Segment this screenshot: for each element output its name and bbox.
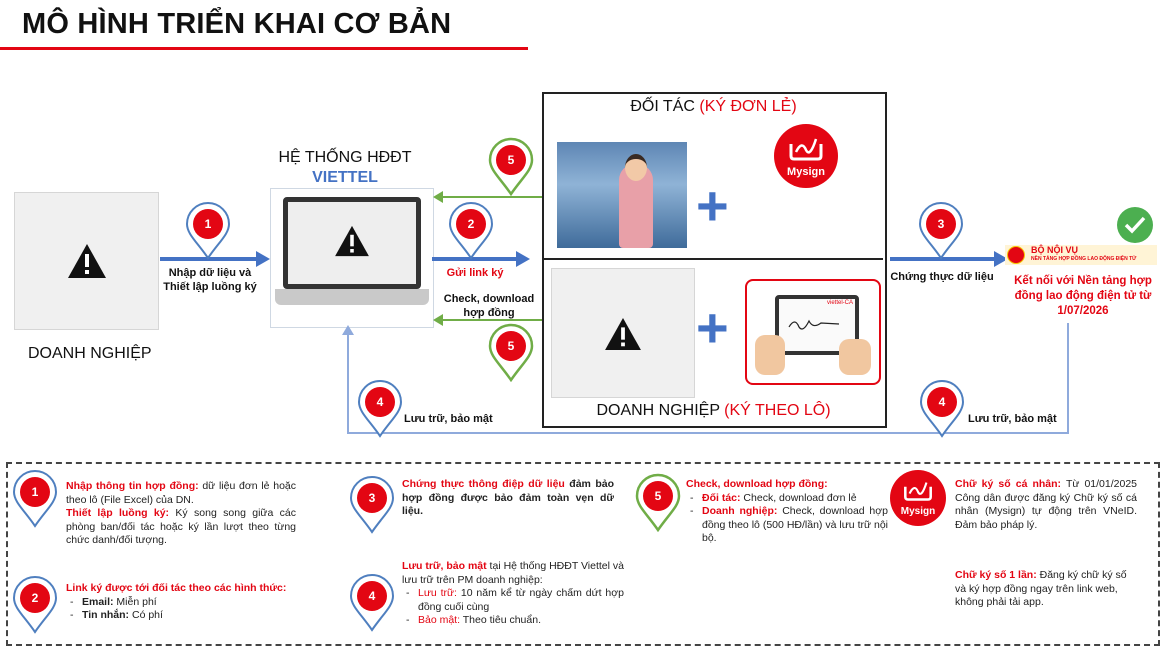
partner-title: ĐỐI TÁC (KÝ ĐƠN LẺ) xyxy=(630,98,797,115)
step4-label-left: Lưu trữ, bảo mật xyxy=(404,413,493,425)
business-label: DOANH NGHIỆP xyxy=(28,345,152,362)
storage-line-left xyxy=(347,334,349,434)
hand-right xyxy=(839,339,871,375)
warning-icon xyxy=(604,317,642,351)
step-pin-1: 1 xyxy=(183,200,233,260)
signature-scribble-icon xyxy=(787,315,843,333)
warning-icon xyxy=(67,243,107,279)
step5-label: Check, download hợp đồng xyxy=(443,293,535,319)
page-title: MÔ HÌNH TRIỂN KHAI CƠ BẢN xyxy=(22,8,452,40)
note-pin-2: 2 xyxy=(10,574,60,634)
laptop-image xyxy=(270,188,434,328)
arrow-5-top xyxy=(442,196,542,198)
plus-icon: + xyxy=(696,174,729,237)
step-pin-5-bottom: 5 xyxy=(486,322,536,382)
tablet-sign-image xyxy=(745,279,881,385)
note-pin-1: 1 xyxy=(10,468,60,528)
note-pin-5: 5 xyxy=(633,472,683,532)
note-pin-4: 4 xyxy=(347,572,397,632)
step1-label: Nhập dữ liệu và Thiết lập luồng ký xyxy=(163,267,257,293)
worker-photo xyxy=(557,142,687,248)
step-pin-3: 3 xyxy=(916,200,966,260)
note-4: Lưu trữ, bảo mật tại Hệ thống HĐĐT Viettel và lưu trữ trên PM doanh nghiệp: - Lưu trữ: 10 năm kể từ ngày chấm dứt hợp đồng cuối cùng - Bảo mật: Theo tiêu chuẩn. xyxy=(402,560,624,628)
worker-head xyxy=(625,154,647,181)
note-1: Nhập thông tin hợp đồng: dữ liệu đơn lẻ hoặc theo lô (File Excel) của DN. Thiết lập luồng ký: Ký song song giữa các phòng ban/đối tác hoặc ký lần lượt theo từng chức danh/đối tượng. xyxy=(66,480,296,546)
step-pin-5-top: 5 xyxy=(486,136,536,196)
title-underline xyxy=(0,47,528,50)
ministry-logo: BỘ NỘI VỤ NỀN TẢNG HỢP ĐỒNG LAO ĐỘNG ĐIỆN TỬ xyxy=(1005,245,1157,265)
signature-icon xyxy=(902,480,934,502)
hand-left xyxy=(755,335,785,375)
bulk-image xyxy=(551,268,695,398)
note-mysign-logo: Mysign xyxy=(890,470,946,526)
step4-label-right: Lưu trữ, bảo mật xyxy=(968,413,1057,425)
note-7: Chữ ký số 1 lần: Đăng ký chữ ký số và ký hợp đồng ngay trên link web, không phải tải app. xyxy=(955,569,1127,608)
system-label: HỆ THỐNG HĐĐT VIETTEL xyxy=(278,149,412,186)
note-6: Chữ ký số cá nhân: Từ 01/01/2025 Công dân được đăng ký Chữ ký số cá nhân (Mysign) tự động trên VNeID. Đảm bảo pháp lý. xyxy=(955,478,1137,531)
business-image xyxy=(14,192,159,330)
step-pin-2: 2 xyxy=(446,200,496,260)
step3-label: Chứng thực dữ liệu xyxy=(890,271,994,283)
connect-text: Kết nối với Nền tảng hợp đồng lao động điện tử từ 1/07/2026 xyxy=(1014,275,1152,317)
plus-icon: + xyxy=(696,296,729,359)
emblem-icon xyxy=(1007,246,1025,264)
bulk-title: DOANH NGHIỆP (KÝ THEO LÔ) xyxy=(596,402,831,419)
tablet-screen: viettel-CA xyxy=(775,295,859,355)
partners-divider xyxy=(544,258,883,260)
warning-icon xyxy=(334,225,370,257)
storage-arrow-head xyxy=(342,325,354,335)
mysign-logo: Mysign xyxy=(774,124,838,188)
signature-icon xyxy=(788,136,824,162)
step2-label: Gửi link ký xyxy=(446,267,504,279)
step-pin-4-left: 4 xyxy=(355,378,405,438)
note-2: Link ký được tới đối tác theo các hình thức: - Email: Miễn phí - Tin nhắn: Có phí xyxy=(66,582,298,623)
note-3: Chứng thực thông điệp dữ liệu đảm bảo hợp đồng được bảo đảm toàn vẹn dữ liệu. xyxy=(402,478,614,517)
note-5: Check, download hợp đồng: - Đối tác: Check, download đơn lẻ - Doanh nghiệp: Check, download hợp đồng theo lô (500 HĐ/lần) và lưu trữ nội bộ. xyxy=(686,478,888,546)
check-icon xyxy=(1117,207,1153,243)
laptop-base xyxy=(275,289,429,305)
note-pin-3: 3 xyxy=(347,474,397,534)
step-pin-4-right: 4 xyxy=(917,378,967,438)
